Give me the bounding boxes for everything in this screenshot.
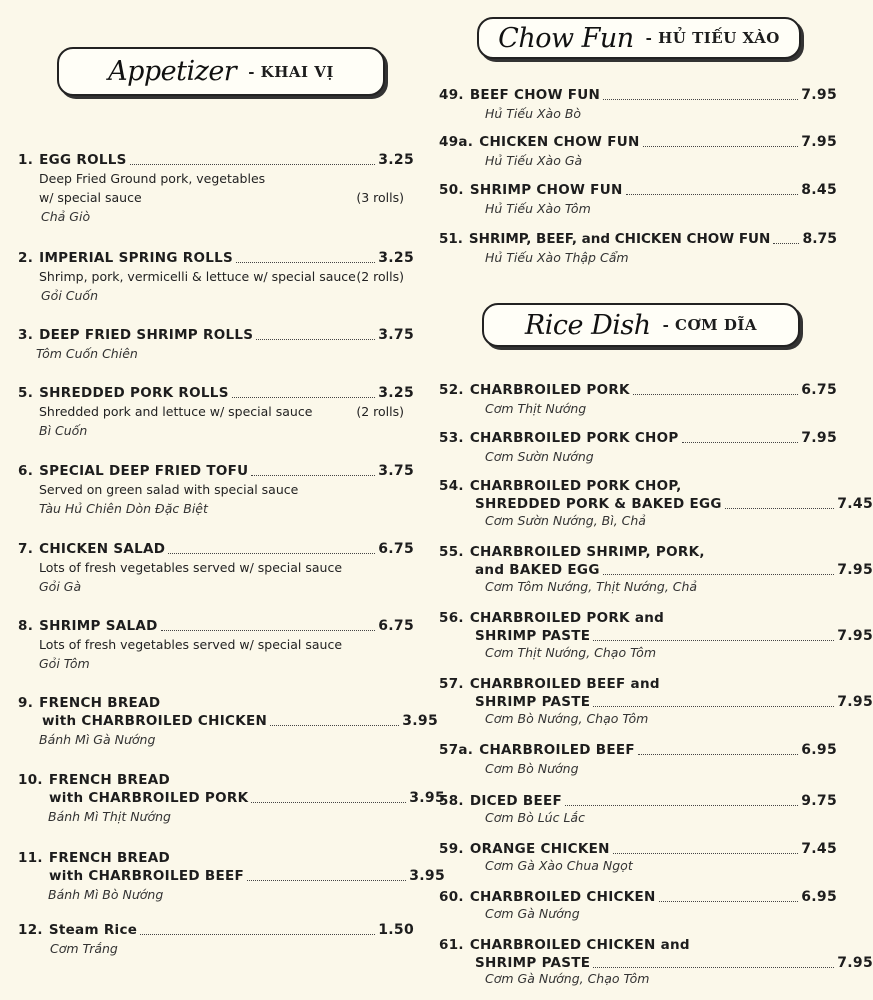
item-name: SPECIAL DEEP FRIED TOFU <box>39 463 249 479</box>
item-price: 3.25 <box>378 385 414 401</box>
item-viet-name: Bánh Mì Gà Nướng <box>39 732 156 747</box>
item-viet-name: Gỏi Tôm <box>39 656 90 671</box>
item-name: CHARBROILED SHRIMP, PORK, <box>469 544 705 560</box>
menu-item <box>18 849 445 904</box>
item-name: CHARBROILED PORK CHOP <box>469 430 679 446</box>
item-number: 12. <box>18 922 43 938</box>
chowfun-title: Chow Fun <box>498 22 634 54</box>
item-viet-name: Bì Cuốn <box>39 423 88 438</box>
item-name: EGG ROLLS <box>39 152 127 168</box>
menu-item <box>439 381 837 418</box>
item-number: 10. <box>18 772 43 788</box>
item-number: 61. <box>439 937 464 953</box>
item-viet-name: Chả Giò <box>41 209 91 224</box>
item-number: 11. <box>18 850 43 866</box>
item-number: 60. <box>439 889 464 905</box>
item-viet-name: Gỏi Cuốn <box>41 288 99 303</box>
dot-leader <box>251 801 406 803</box>
item-viet-name: Hủ Tiếu Xào Gà <box>485 153 583 168</box>
item-viet-name: Cơm Sườn Nướng <box>485 449 594 464</box>
item-portion: (2 rolls) <box>356 404 404 419</box>
dot-leader <box>140 933 375 935</box>
item-name: ORANGE CHICKEN <box>469 841 610 857</box>
menu-item <box>18 540 414 596</box>
dot-leader <box>270 724 399 726</box>
item-price: 6.75 <box>801 382 837 398</box>
menu-item <box>439 86 837 123</box>
item-name: CHARBROILED CHICKEN <box>469 889 656 905</box>
item-portion: (2 rolls) <box>356 269 404 284</box>
item-name-2: SHRIMP PASTE <box>475 955 591 971</box>
item-name: SHRIMP CHOW FUN <box>469 182 623 198</box>
appetizer-viet-title: - KHAI VỊ <box>248 62 334 81</box>
menu-item <box>439 840 837 873</box>
item-description: Shredded pork and lettuce w/ special sauce <box>39 404 313 419</box>
item-number: 59. <box>439 841 464 857</box>
item-number: 5. <box>18 385 34 401</box>
item-name: DEEP FRIED SHRIMP ROLLS <box>39 327 254 343</box>
item-price: 1.50 <box>378 922 414 938</box>
item-description-2: w/ special sauce <box>39 190 142 205</box>
item-price: 3.25 <box>378 250 414 266</box>
menu-item <box>18 771 445 826</box>
item-number: 49. <box>439 87 464 103</box>
dot-leader <box>168 552 375 554</box>
item-price: 7.95 <box>837 955 873 971</box>
item-number: 7. <box>18 541 34 557</box>
item-name: BEEF CHOW FUN <box>469 87 601 103</box>
item-price: 8.45 <box>801 182 837 198</box>
item-name: CHARBROILED PORK <box>469 382 630 398</box>
item-number: 58. <box>439 793 464 809</box>
item-viet-name: Cơm Thịt Nướng, Chạo Tôm <box>485 645 657 660</box>
appetizer-header <box>57 47 385 96</box>
menu-item <box>439 888 837 921</box>
dot-leader <box>603 98 798 100</box>
item-name: CHARBROILED BEEF and <box>469 676 660 692</box>
dot-leader <box>613 852 798 854</box>
item-number: 6. <box>18 463 34 479</box>
item-number: 50. <box>439 182 464 198</box>
item-viet-name: Tàu Hủ Chiên Dòn Đặc Biệt <box>39 501 208 516</box>
item-price: 7.95 <box>837 694 873 710</box>
item-name-2: with CHARBROILED PORK <box>49 790 249 806</box>
appetizer-title: Appetizer <box>108 56 237 87</box>
item-price: 7.95 <box>801 430 837 446</box>
dot-leader <box>161 629 376 631</box>
item-number: 52. <box>439 382 464 398</box>
item-name: IMPERIAL SPRING ROLLS <box>39 250 234 266</box>
item-description: Lots of fresh vegetables served w/ special sauce <box>39 560 343 575</box>
item-name-2: and BAKED EGG <box>475 562 600 578</box>
item-viet-name: Cơm Bò Nướng <box>485 761 579 776</box>
dot-leader <box>626 193 799 195</box>
item-name-2: SHRIMP PASTE <box>475 694 591 710</box>
item-description: Deep Fried Ground pork, vegetables <box>39 171 266 186</box>
item-number: 57. <box>439 676 464 692</box>
item-price: 3.95 <box>409 868 445 884</box>
dot-leader <box>236 261 375 263</box>
item-description: Lots of fresh vegetables served w/ special sauce <box>39 637 343 652</box>
item-viet-name: Cơm Gà Xào Chua Ngọt <box>485 858 633 873</box>
item-number: 54. <box>439 478 464 494</box>
dot-leader <box>565 804 798 806</box>
menu-item <box>439 230 837 267</box>
menu-item <box>439 792 837 825</box>
item-viet-name: Cơm Bò Lúc Lắc <box>485 810 585 825</box>
item-number: 49a. <box>439 134 474 150</box>
item-description: Shrimp, pork, vermicelli & lettuce w/ special sauce <box>39 269 356 284</box>
chowfun-header <box>477 17 801 59</box>
item-viet-name: Bánh Mì Bò Nướng <box>48 887 164 902</box>
dot-leader <box>593 966 834 968</box>
item-price: 7.45 <box>801 841 837 857</box>
item-price: 6.95 <box>801 742 837 758</box>
item-viet-name: Hủ Tiếu Xào Thập Cẩm <box>485 250 629 265</box>
item-viet-name: Tôm Cuốn Chiên <box>36 346 138 361</box>
item-viet-name: Cơm Bò Nướng, Chạo Tôm <box>485 711 649 726</box>
menu-item <box>439 609 873 660</box>
dot-leader <box>130 163 376 165</box>
item-number: 51. <box>439 231 463 247</box>
item-name: CHARBROILED CHICKEN and <box>469 937 690 953</box>
item-name: SHRIMP SALAD <box>39 618 158 634</box>
item-price: 3.95 <box>409 790 445 806</box>
item-description: Served on green salad with special sauce <box>39 482 299 497</box>
item-name: FRENCH BREAD <box>48 850 171 866</box>
item-name: CHICKEN CHOW FUN <box>479 134 640 150</box>
menu-item <box>18 462 414 518</box>
item-name-2: SHRIMP PASTE <box>475 628 591 644</box>
item-viet-name: Cơm Gà Nướng <box>485 906 580 921</box>
item-viet-name: Cơm Sườn Nướng, Bì, Chả <box>485 513 646 528</box>
item-price: 7.95 <box>837 562 873 578</box>
item-viet-name: Hủ Tiếu Xào Bò <box>485 106 582 121</box>
item-price: 7.95 <box>837 628 873 644</box>
menu-item <box>18 617 414 673</box>
item-number: 3. <box>18 327 34 343</box>
item-portion: (3 rolls) <box>356 190 404 205</box>
dot-leader <box>251 474 375 476</box>
dot-leader <box>232 396 376 398</box>
item-price: 3.95 <box>402 713 438 729</box>
item-viet-name: Cơm Gà Nướng, Chạo Tôm <box>485 971 650 986</box>
menu-item <box>18 249 414 305</box>
dot-leader <box>773 242 799 244</box>
menu-item <box>18 326 414 363</box>
menu-item <box>439 675 873 726</box>
menu-item <box>439 133 837 170</box>
dot-leader <box>256 338 375 340</box>
item-name: CHARBROILED PORK CHOP, <box>469 478 682 494</box>
item-name: CHICKEN SALAD <box>39 541 166 557</box>
menu-item <box>18 151 414 226</box>
item-viet-name: Cơm Trắng <box>50 941 118 956</box>
menu-item <box>439 543 873 594</box>
dot-leader <box>633 393 798 395</box>
item-number: 2. <box>18 250 34 266</box>
item-number: 57a. <box>439 742 474 758</box>
item-price: 6.75 <box>378 541 414 557</box>
item-viet-name: Hủ Tiếu Xào Tôm <box>485 201 591 216</box>
dot-leader <box>725 507 834 509</box>
dot-leader <box>603 573 835 575</box>
item-number: 55. <box>439 544 464 560</box>
rice-title: Rice Dish <box>524 309 651 341</box>
item-price: 3.75 <box>378 327 414 343</box>
item-name: Steam Rice <box>48 922 138 938</box>
item-name-2: with CHARBROILED BEEF <box>49 868 245 884</box>
item-price: 6.75 <box>378 618 414 634</box>
menu-item <box>18 694 438 749</box>
menu-item <box>18 921 414 958</box>
item-price: 3.25 <box>378 152 414 168</box>
item-name: SHRIMP, BEEF, and CHICKEN CHOW FUN <box>468 231 771 247</box>
menu-item <box>439 936 873 986</box>
item-price: 8.75 <box>802 231 837 247</box>
dot-leader <box>593 639 834 641</box>
item-number: 9. <box>18 695 34 711</box>
item-name-2: SHREDDED PORK & BAKED EGG <box>475 496 722 512</box>
rice-header <box>482 303 800 347</box>
menu-item <box>439 741 837 778</box>
dot-leader <box>643 145 799 147</box>
dot-leader <box>638 753 798 755</box>
item-name: CHARBROILED BEEF <box>479 742 635 758</box>
dot-leader <box>659 900 799 902</box>
item-viet-name: Cơm Thịt Nướng <box>485 401 587 416</box>
item-price: 7.95 <box>801 87 837 103</box>
menu-item <box>439 181 837 218</box>
item-number: 8. <box>18 618 34 634</box>
item-number: 53. <box>439 430 464 446</box>
item-number: 56. <box>439 610 464 626</box>
item-price: 9.75 <box>801 793 837 809</box>
item-number: 1. <box>18 152 34 168</box>
dot-leader <box>682 441 799 443</box>
menu-item <box>18 384 414 440</box>
item-name-2: with CHARBROILED CHICKEN <box>42 713 268 729</box>
item-name: SHREDDED PORK ROLLS <box>39 385 229 401</box>
menu-item <box>439 477 873 528</box>
item-price: 7.45 <box>837 496 873 512</box>
rice-viet-title: - CƠM DĨA <box>662 316 758 334</box>
item-viet-name: Bánh Mì Thịt Nướng <box>48 809 171 824</box>
item-viet-name: Cơm Tôm Nướng, Thịt Nướng, Chả <box>485 579 698 594</box>
item-price: 7.95 <box>801 134 837 150</box>
dot-leader <box>593 705 834 707</box>
item-name: CHARBROILED PORK and <box>469 610 665 626</box>
chowfun-viet-title: - HỦ TIẾU XÀO <box>645 29 780 47</box>
item-price: 6.95 <box>801 889 837 905</box>
item-viet-name: Gỏi Gà <box>39 579 82 594</box>
item-name: DICED BEEF <box>469 793 563 809</box>
item-name: FRENCH BREAD <box>48 772 171 788</box>
item-name: FRENCH BREAD <box>39 695 161 711</box>
menu-item <box>439 429 837 466</box>
item-price: 3.75 <box>378 463 414 479</box>
dot-leader <box>247 879 406 881</box>
